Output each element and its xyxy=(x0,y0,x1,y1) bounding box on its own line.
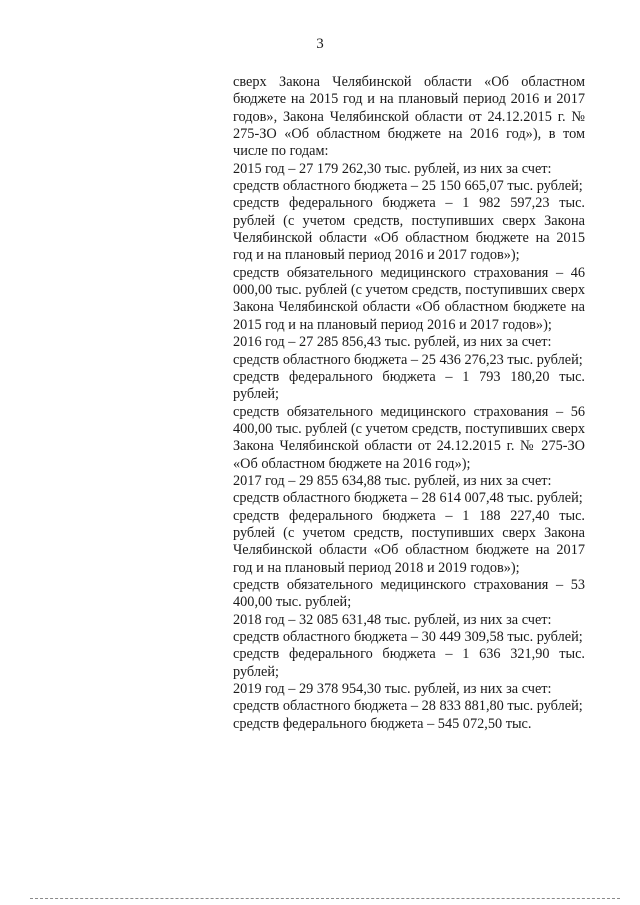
scan-bottom-edge xyxy=(30,898,620,899)
paragraph-2015-total: 2015 год – 27 179 262,30 тыс. рублей, из них за счет: xyxy=(233,160,552,177)
paragraph-2018-federal: средств федерального бюджета – 1 636 321,90 тыс. рублей; xyxy=(233,646,585,680)
paragraph-2016-total: 2016 год – 27 285 856,43 тыс. рублей, из них за счет: xyxy=(233,334,552,351)
paragraph-2019-federal: средств федерального бюджета – 545 072,50 тыс. xyxy=(233,715,532,732)
paragraph-2018-total: 2018 год – 32 085 631,48 тыс. рублей, из них за счет: xyxy=(233,611,552,628)
paragraph-2016-regional: средств областного бюджета – 25 436 276,23 тыс. рублей; xyxy=(233,351,583,368)
paragraph-2016-insurance: средств обязательного медицинского страхования – 56 400,00 тыс. рублей (с учетом средств, поступивших сверх Закона Челябинской области от 24.12.2015 г. № 275-ЗО «Об областном бюджете на 2016 год»); xyxy=(233,403,585,472)
paragraph-2015-federal: средств федерального бюджета – 1 982 597,23 тыс. рублей (с учетом средств, поступивших сверх Закона Челябинской области «Об областном бюджете на 2015 год и на плановый период 2016 и 2017 годов»); xyxy=(233,195,585,264)
paragraph-2017-total: 2017 год – 29 855 634,88 тыс. рублей, из них за счет: xyxy=(233,472,552,489)
paragraph-2015-regional: средств областного бюджета – 25 150 665,07 тыс. рублей; xyxy=(233,178,583,195)
paragraph-2017-regional: средств областного бюджета – 28 614 007,48 тыс. рублей; xyxy=(233,490,583,507)
paragraph-2017-federal: средств федерального бюджета – 1 188 227,40 тыс. рублей (с учетом средств, поступивших сверх Закона Челябинской области «Об областном бюджете на 2017 год и на плановый период 2018 и 2019 годов»); xyxy=(233,507,585,576)
paragraph-2018-regional: средств областного бюджета – 30 449 309,58 тыс. рублей; xyxy=(233,629,583,645)
body-text xyxy=(233,74,585,733)
paragraph-intro: сверх Закона Челябинской области «Об областном бюджете на 2015 год и на плановый период 2016 и 2017 годов», Закона Челябинской области от 24.12.2015 г. № 275-ЗО «Об областном бюджете на 2016 год»), в том числе по годам: xyxy=(233,74,585,160)
paragraph-2017-insurance: средств обязательного медицинского страхования – 53 400,00 тыс. рублей; xyxy=(233,576,585,611)
paragraph-2016-federal: средств федерального бюджета – 1 793 180,20 тыс. рублей; xyxy=(233,368,585,403)
page-number: 3 xyxy=(316,36,324,52)
paragraph-2019-total: 2019 год – 29 378 954,30 тыс. рублей, из них за счет: xyxy=(233,681,552,698)
paragraph-2015-insurance: средств обязательного медицинского страхования – 46 000,00 тыс. рублей (с учетом средств, поступивших сверх Закона Челябинской области «Об областном бюджете на 2015 год и на плановый период 2016 и 2017 годов»); xyxy=(233,264,585,333)
paragraph-2019-regional: средств областного бюджета – 28 833 881,80 тыс. рублей; xyxy=(233,698,583,715)
